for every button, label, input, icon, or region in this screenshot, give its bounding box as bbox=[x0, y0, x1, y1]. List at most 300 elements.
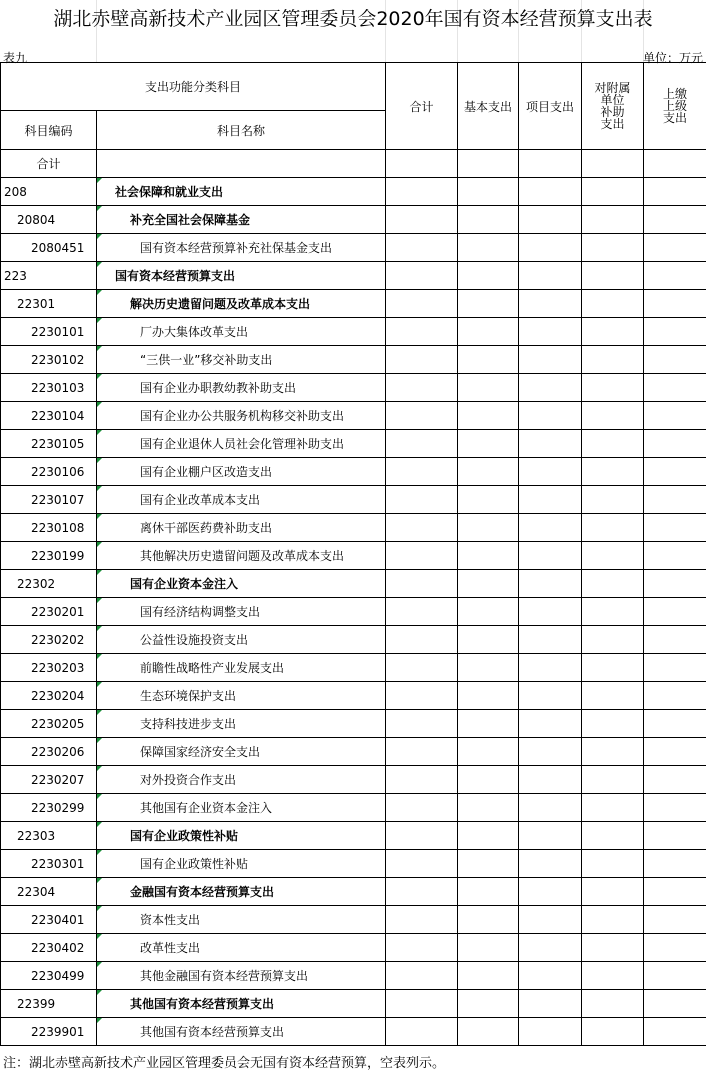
value-cell bbox=[386, 654, 458, 682]
cell-marker-icon bbox=[97, 234, 102, 239]
value-cell bbox=[458, 1018, 519, 1046]
value-cell bbox=[519, 598, 582, 626]
cell-marker-icon bbox=[97, 1018, 102, 1023]
subject-name bbox=[97, 486, 386, 514]
table-row bbox=[1, 990, 706, 1018]
table-row bbox=[1, 654, 706, 682]
value-cell bbox=[458, 318, 519, 346]
unit-label: 单位：万元 bbox=[642, 51, 703, 65]
upper-header bbox=[644, 63, 706, 150]
value-cell bbox=[644, 850, 706, 878]
value-cell bbox=[458, 794, 519, 822]
subject-name-text: 国有企业棚户区改造支出 bbox=[140, 465, 273, 479]
value-cell bbox=[386, 290, 458, 318]
value-cell bbox=[458, 850, 519, 878]
value-cell bbox=[582, 710, 644, 738]
value-cell bbox=[582, 682, 644, 710]
value-cell bbox=[458, 206, 519, 234]
value-cell bbox=[386, 766, 458, 794]
subject-code: 2230206 bbox=[1, 738, 97, 766]
value-cell bbox=[519, 738, 582, 766]
value-cell bbox=[519, 654, 582, 682]
value-cell bbox=[582, 290, 644, 318]
cell-marker-icon bbox=[97, 906, 102, 911]
value-cell bbox=[644, 822, 706, 850]
table-row bbox=[1, 402, 706, 430]
value-cell bbox=[644, 178, 706, 206]
cell-marker-icon bbox=[97, 206, 102, 211]
cell-marker-icon bbox=[97, 738, 102, 743]
cell-marker-icon bbox=[97, 598, 102, 603]
subject-code: 2080451 bbox=[1, 234, 97, 262]
value-cell bbox=[458, 990, 519, 1018]
value-cell bbox=[644, 990, 706, 1018]
value-cell bbox=[582, 402, 644, 430]
value-cell bbox=[582, 850, 644, 878]
value-cell bbox=[519, 906, 582, 934]
value-cell bbox=[386, 850, 458, 878]
value-cell bbox=[386, 542, 458, 570]
value-cell bbox=[519, 822, 582, 850]
value-cell bbox=[386, 934, 458, 962]
table-row bbox=[1, 850, 706, 878]
subject-name bbox=[97, 654, 386, 682]
value-cell bbox=[644, 234, 706, 262]
value-cell bbox=[386, 738, 458, 766]
value-cell bbox=[519, 290, 582, 318]
cell-marker-icon bbox=[97, 626, 102, 631]
table-row bbox=[1, 710, 706, 738]
subject-name-text: 国有资本经营预算支出 bbox=[115, 269, 236, 283]
subject-code: 2230204 bbox=[1, 682, 97, 710]
value-cell bbox=[519, 178, 582, 206]
table-row bbox=[1, 878, 706, 906]
value-cell bbox=[582, 990, 644, 1018]
value-cell bbox=[458, 570, 519, 598]
value-cell bbox=[519, 514, 582, 542]
subject-name bbox=[97, 738, 386, 766]
cell-marker-icon bbox=[97, 486, 102, 491]
total-row-name bbox=[97, 150, 386, 178]
value-cell bbox=[458, 374, 519, 402]
value-cell bbox=[582, 962, 644, 990]
subject-name-text: 改革性支出 bbox=[140, 941, 201, 955]
basic-header: 基本支出 bbox=[458, 63, 519, 150]
sheet-number: 表九 bbox=[3, 51, 28, 65]
value-cell bbox=[458, 346, 519, 374]
value-cell bbox=[582, 234, 644, 262]
value-cell bbox=[386, 794, 458, 822]
value-cell bbox=[519, 766, 582, 794]
subject-code: 2230203 bbox=[1, 654, 97, 682]
total-row-label: 合计 bbox=[1, 150, 97, 178]
value-cell bbox=[386, 150, 458, 178]
value-cell bbox=[458, 542, 519, 570]
name-header: 科目名称 bbox=[97, 111, 386, 150]
value-cell bbox=[644, 682, 706, 710]
table-row bbox=[1, 430, 706, 458]
subsidy-header-line: 单位 bbox=[600, 93, 625, 107]
subject-name bbox=[97, 570, 386, 598]
value-cell bbox=[644, 318, 706, 346]
table-row bbox=[1, 318, 706, 346]
value-cell bbox=[458, 486, 519, 514]
cell-marker-icon bbox=[97, 430, 102, 435]
subject-code: 2230107 bbox=[1, 486, 97, 514]
value-cell bbox=[582, 1018, 644, 1046]
value-cell bbox=[582, 794, 644, 822]
value-cell bbox=[386, 598, 458, 626]
cell-marker-icon bbox=[97, 682, 102, 687]
value-cell bbox=[582, 738, 644, 766]
value-cell bbox=[386, 710, 458, 738]
subject-code: 2230101 bbox=[1, 318, 97, 346]
table-row bbox=[1, 822, 706, 850]
value-cell bbox=[386, 570, 458, 598]
footnote: 注：湖北赤壁高新技术产业园区管理委员会无国有资本经营预算，空表列示。 bbox=[3, 1056, 446, 1071]
subject-code: 2230202 bbox=[1, 626, 97, 654]
value-cell bbox=[519, 850, 582, 878]
subject-name bbox=[97, 402, 386, 430]
table-row bbox=[1, 234, 706, 262]
subject-name-text: 金融国有资本经营预算支出 bbox=[130, 885, 275, 899]
table-row bbox=[1, 542, 706, 570]
table-row bbox=[1, 514, 706, 542]
value-cell bbox=[644, 402, 706, 430]
value-cell bbox=[386, 486, 458, 514]
subject-name bbox=[97, 234, 386, 262]
value-cell bbox=[386, 878, 458, 906]
subject-code: 20804 bbox=[1, 206, 97, 234]
value-cell bbox=[582, 346, 644, 374]
subject-name-text: 其他金融国有资本经营预算支出 bbox=[140, 969, 309, 983]
value-cell bbox=[582, 570, 644, 598]
subject-name bbox=[97, 430, 386, 458]
subject-name bbox=[97, 626, 386, 654]
subject-code: 2230205 bbox=[1, 710, 97, 738]
project-header: 项目支出 bbox=[519, 63, 582, 150]
subject-code: 2230301 bbox=[1, 850, 97, 878]
cell-marker-icon bbox=[97, 318, 102, 323]
cell-marker-icon bbox=[97, 822, 102, 827]
value-cell bbox=[386, 458, 458, 486]
subject-code: 22303 bbox=[1, 822, 97, 850]
value-cell bbox=[582, 206, 644, 234]
subject-name-text: 保障国家经济安全支出 bbox=[140, 745, 261, 759]
value-cell bbox=[582, 150, 644, 178]
subject-name bbox=[97, 514, 386, 542]
cell-marker-icon bbox=[97, 794, 102, 799]
value-cell bbox=[582, 374, 644, 402]
subject-code: 2230207 bbox=[1, 766, 97, 794]
subject-name-text: 解决历史遗留问题及改革成本支出 bbox=[130, 297, 311, 311]
subject-name bbox=[97, 990, 386, 1018]
value-cell bbox=[386, 178, 458, 206]
subject-code: 2230103 bbox=[1, 374, 97, 402]
subject-name bbox=[97, 458, 386, 486]
value-cell bbox=[458, 682, 519, 710]
cell-marker-icon bbox=[97, 962, 102, 967]
subject-name bbox=[97, 1018, 386, 1046]
subsidy-header-line: 对附属 bbox=[594, 81, 631, 95]
value-cell bbox=[458, 766, 519, 794]
cell-marker-icon bbox=[97, 850, 102, 855]
subject-name-text: 国有企业办公共服务机构移交补助支出 bbox=[140, 409, 345, 423]
table-row bbox=[1, 962, 706, 990]
subject-code: 2230105 bbox=[1, 430, 97, 458]
cell-marker-icon bbox=[97, 990, 102, 995]
header-row-1 bbox=[1, 63, 706, 111]
subject-name-text: 国有企业政策性补贴 bbox=[140, 857, 249, 871]
subject-name-text: 国有资本经营预算补充社保基金支出 bbox=[140, 241, 333, 255]
value-cell bbox=[386, 206, 458, 234]
category-header: 支出功能分类科目 bbox=[1, 63, 386, 111]
cell-marker-icon bbox=[97, 402, 102, 407]
subject-code: 2230299 bbox=[1, 794, 97, 822]
cell-marker-icon bbox=[97, 262, 102, 267]
subject-name-text: 社会保障和就业支出 bbox=[115, 185, 224, 199]
value-cell bbox=[582, 542, 644, 570]
subject-name bbox=[97, 822, 386, 850]
value-cell bbox=[458, 178, 519, 206]
value-cell bbox=[582, 486, 644, 514]
table-row bbox=[1, 178, 706, 206]
value-cell bbox=[386, 430, 458, 458]
subject-code: 22304 bbox=[1, 878, 97, 906]
value-cell bbox=[644, 710, 706, 738]
value-cell bbox=[458, 878, 519, 906]
subject-name-text: 国有企业改革成本支出 bbox=[140, 493, 261, 507]
subject-name-text: 国有企业资本金注入 bbox=[130, 577, 239, 591]
value-cell bbox=[582, 458, 644, 486]
value-cell bbox=[458, 906, 519, 934]
value-cell bbox=[582, 934, 644, 962]
value-cell bbox=[582, 262, 644, 290]
subject-name-text: 其他国有资本经营预算支出 bbox=[130, 997, 275, 1011]
value-cell bbox=[644, 346, 706, 374]
value-cell bbox=[386, 822, 458, 850]
value-cell bbox=[386, 990, 458, 1018]
subject-code: 2230201 bbox=[1, 598, 97, 626]
value-cell bbox=[582, 598, 644, 626]
value-cell bbox=[519, 430, 582, 458]
value-cell bbox=[519, 990, 582, 1018]
total-header: 合计 bbox=[386, 63, 458, 150]
subject-name bbox=[97, 542, 386, 570]
subsidy-header-line: 补助 bbox=[600, 105, 625, 119]
value-cell bbox=[386, 262, 458, 290]
subject-code: 2230104 bbox=[1, 402, 97, 430]
value-cell bbox=[458, 710, 519, 738]
value-cell bbox=[458, 402, 519, 430]
upper-header-line: 支出 bbox=[663, 111, 688, 125]
table-row bbox=[1, 934, 706, 962]
table-row bbox=[1, 486, 706, 514]
subject-name-text: 资本性支出 bbox=[140, 913, 201, 927]
subject-code: 2230401 bbox=[1, 906, 97, 934]
subject-name bbox=[97, 906, 386, 934]
value-cell bbox=[519, 150, 582, 178]
value-cell bbox=[458, 598, 519, 626]
table-row bbox=[1, 738, 706, 766]
value-cell bbox=[582, 822, 644, 850]
value-cell bbox=[644, 542, 706, 570]
subject-code: 2230108 bbox=[1, 514, 97, 542]
subject-name bbox=[97, 962, 386, 990]
code-header: 科目编码 bbox=[1, 111, 97, 150]
table-row bbox=[1, 682, 706, 710]
value-cell bbox=[386, 1018, 458, 1046]
subject-code: 22302 bbox=[1, 570, 97, 598]
value-cell bbox=[582, 766, 644, 794]
cell-marker-icon bbox=[97, 542, 102, 547]
budget-table bbox=[0, 62, 706, 1046]
subject-code: 223 bbox=[1, 262, 97, 290]
subject-code: 22301 bbox=[1, 290, 97, 318]
subject-name bbox=[97, 878, 386, 906]
table-row bbox=[1, 262, 706, 290]
value-cell bbox=[458, 290, 519, 318]
subject-name-text: 补充全国社会保障基金 bbox=[130, 213, 251, 227]
subject-name-text: 公益性设施投资支出 bbox=[140, 633, 249, 647]
value-cell bbox=[458, 430, 519, 458]
value-cell bbox=[519, 1018, 582, 1046]
cell-marker-icon bbox=[97, 766, 102, 771]
table-row bbox=[1, 206, 706, 234]
value-cell bbox=[458, 458, 519, 486]
value-cell bbox=[519, 626, 582, 654]
subject-name-text: 支持科技进步支出 bbox=[140, 717, 237, 731]
subject-name bbox=[97, 598, 386, 626]
value-cell bbox=[386, 402, 458, 430]
value-cell bbox=[458, 626, 519, 654]
value-cell bbox=[644, 934, 706, 962]
subject-name bbox=[97, 710, 386, 738]
value-cell bbox=[458, 738, 519, 766]
value-cell bbox=[644, 738, 706, 766]
cell-marker-icon bbox=[97, 374, 102, 379]
subject-name-text: 其他国有资本经营预算支出 bbox=[140, 1025, 285, 1039]
subject-name-text: 国有企业政策性补贴 bbox=[130, 829, 239, 843]
value-cell bbox=[644, 654, 706, 682]
value-cell bbox=[644, 514, 706, 542]
subject-name-text: “三供一业”移交补助支出 bbox=[140, 353, 273, 367]
upper-header-line: 上缴 bbox=[663, 87, 688, 101]
subject-name bbox=[97, 766, 386, 794]
subject-name bbox=[97, 290, 386, 318]
value-cell bbox=[644, 906, 706, 934]
value-cell bbox=[644, 794, 706, 822]
value-cell bbox=[644, 150, 706, 178]
page-title: 湖北赤壁高新技术产业园区管理委员会2020年国有资本经营预算支出表 bbox=[53, 8, 653, 30]
value-cell bbox=[458, 654, 519, 682]
value-cell bbox=[458, 822, 519, 850]
table-row bbox=[1, 458, 706, 486]
value-cell bbox=[386, 374, 458, 402]
value-cell bbox=[519, 346, 582, 374]
cell-marker-icon bbox=[97, 514, 102, 519]
value-cell bbox=[519, 962, 582, 990]
subject-code: 2230499 bbox=[1, 962, 97, 990]
cell-marker-icon bbox=[97, 570, 102, 575]
value-cell bbox=[386, 346, 458, 374]
subsidy-header bbox=[582, 63, 644, 150]
value-cell bbox=[519, 934, 582, 962]
subject-name bbox=[97, 318, 386, 346]
value-cell bbox=[458, 262, 519, 290]
value-cell bbox=[644, 878, 706, 906]
subject-code: 22399 bbox=[1, 990, 97, 1018]
subject-name-text: 前瞻性战略性产业发展支出 bbox=[140, 661, 285, 675]
value-cell bbox=[519, 206, 582, 234]
value-cell bbox=[519, 262, 582, 290]
subject-name-text: 国有企业退休人员社会化管理补助支出 bbox=[140, 437, 345, 451]
subject-name bbox=[97, 682, 386, 710]
table-row bbox=[1, 570, 706, 598]
subject-code: 2230199 bbox=[1, 542, 97, 570]
value-cell bbox=[644, 1018, 706, 1046]
value-cell bbox=[582, 430, 644, 458]
value-cell bbox=[644, 430, 706, 458]
subject-code: 2230102 bbox=[1, 346, 97, 374]
value-cell bbox=[519, 234, 582, 262]
subsidy-header-line: 支出 bbox=[600, 117, 625, 131]
subject-name-text: 厂办大集体改革支出 bbox=[140, 325, 249, 339]
cell-marker-icon bbox=[97, 178, 102, 183]
value-cell bbox=[644, 486, 706, 514]
value-cell bbox=[582, 878, 644, 906]
value-cell bbox=[386, 682, 458, 710]
value-cell bbox=[582, 906, 644, 934]
value-cell bbox=[458, 514, 519, 542]
subject-name-text: 离休干部医药费补助支出 bbox=[140, 521, 273, 535]
cell-marker-icon bbox=[97, 458, 102, 463]
subject-name bbox=[97, 346, 386, 374]
cell-marker-icon bbox=[97, 346, 102, 351]
table-row bbox=[1, 1018, 706, 1046]
value-cell bbox=[644, 766, 706, 794]
value-cell bbox=[386, 318, 458, 346]
subject-name-text: 国有企业办职教幼教补助支出 bbox=[140, 381, 297, 395]
value-cell bbox=[644, 458, 706, 486]
value-cell bbox=[519, 682, 582, 710]
cell-marker-icon bbox=[97, 710, 102, 715]
value-cell bbox=[386, 234, 458, 262]
table-row bbox=[1, 598, 706, 626]
value-cell bbox=[519, 486, 582, 514]
cell-marker-icon bbox=[97, 290, 102, 295]
table-row bbox=[1, 906, 706, 934]
value-cell bbox=[386, 626, 458, 654]
value-cell bbox=[582, 178, 644, 206]
table-row bbox=[1, 374, 706, 402]
subject-name-text: 生态环境保护支出 bbox=[140, 689, 237, 703]
subject-name bbox=[97, 178, 386, 206]
value-cell bbox=[519, 570, 582, 598]
value-cell bbox=[519, 542, 582, 570]
value-cell bbox=[519, 402, 582, 430]
value-cell bbox=[519, 458, 582, 486]
cell-marker-icon bbox=[97, 654, 102, 659]
subject-name-text: 其他解决历史遗留问题及改革成本支出 bbox=[140, 549, 345, 563]
value-cell bbox=[582, 654, 644, 682]
subject-name bbox=[97, 374, 386, 402]
value-cell bbox=[458, 234, 519, 262]
value-cell bbox=[519, 710, 582, 738]
table-row bbox=[1, 794, 706, 822]
subject-name-text: 对外投资合作支出 bbox=[140, 773, 237, 787]
cell-marker-icon bbox=[97, 878, 102, 883]
